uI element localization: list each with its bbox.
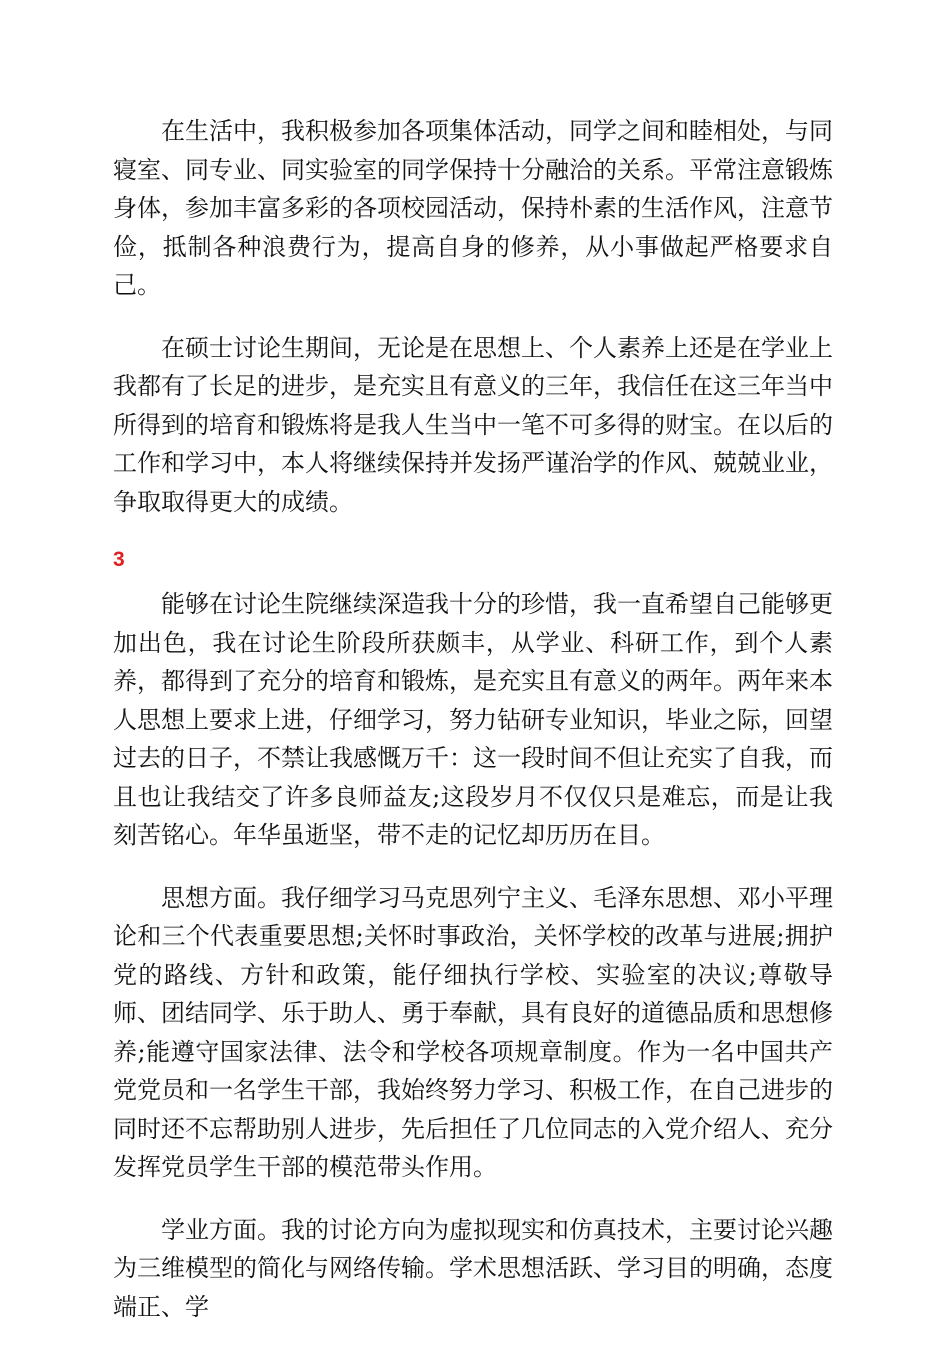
paragraph-ideology: 思想方面。我仔细学习马克思列宁主义、毛泽东思想、邓小平理论和三个代表重要思想;关怀时事政治，关怀学校的改革与进展;拥护党的路线、方针和政策，能仔细执行学校、实验室的决议;尊敬导师、团结同学、乐于助人、勇于奉献，具有良好的道德品质和思想修养;能遵守国家法律、法令和学校各项规章制度。作为一名中国共产党党员和一名学生干部，我始终努力学习、积极工作，在自己进步的同时还不忘帮助别人进步，先后担任了几位同志的入党介绍人、充分发挥党员学生干部的模范带头作用。 <box>113 883 833 1181</box>
section-number: 3 <box>113 548 125 571</box>
paragraph-intro: 能够在讨论生院继续深造我十分的珍惜，我一直希望自己能够更加出色，我在讨论生阶段所获颇丰，从学业、科研工作，到个人素养，都得到了充分的培育和锻炼，是充实且有意义的两年。两年来本人思想上要求上进，仔细学习，努力钻研专业知识，毕业之际，回望过去的日子，不禁让我感慨万千：这一段时间不但让充实了自我，而且也让我结交了许多良师益友;这段岁月不仅仅只是难忘，而是让我刻苦铭心。年华虽逝坚，带不走的记忆却历历在目。 <box>113 590 833 849</box>
document-body <box>113 112 833 1350</box>
paragraph-master-summary: 在硕士讨论生期间，无论是在思想上、个人素养上还是在学业上我都有了长足的进步，是充实且有意义的三年，我信任在这三年当中所得到的培育和锻炼将是我人生当中一笔不可多得的财宝。在以后的工作和学习中，本人将继续保持并发扬严谨治学的作风、兢兢业业，争取取得更大的成绩。 <box>113 333 833 516</box>
paragraph-academics: 学业方面。我的讨论方向为虚拟现实和仿真技术，主要讨论兴趣为三维模型的简化与网络传输。学术思想活跃、学习目的明确，态度端正、学 <box>113 1215 833 1321</box>
paragraph-life: 在生活中，我积极参加各项集体活动，同学之间和睦相处，与同寝室、同专业、同实验室的同学保持十分融洽的关系。平常注意锻炼身体，参加丰富多彩的各项校园活动，保持朴素的生活作风，注意节俭，抵制各种浪费行为，提高自身的修养，从小事做起严格要求自己。 <box>113 117 833 299</box>
